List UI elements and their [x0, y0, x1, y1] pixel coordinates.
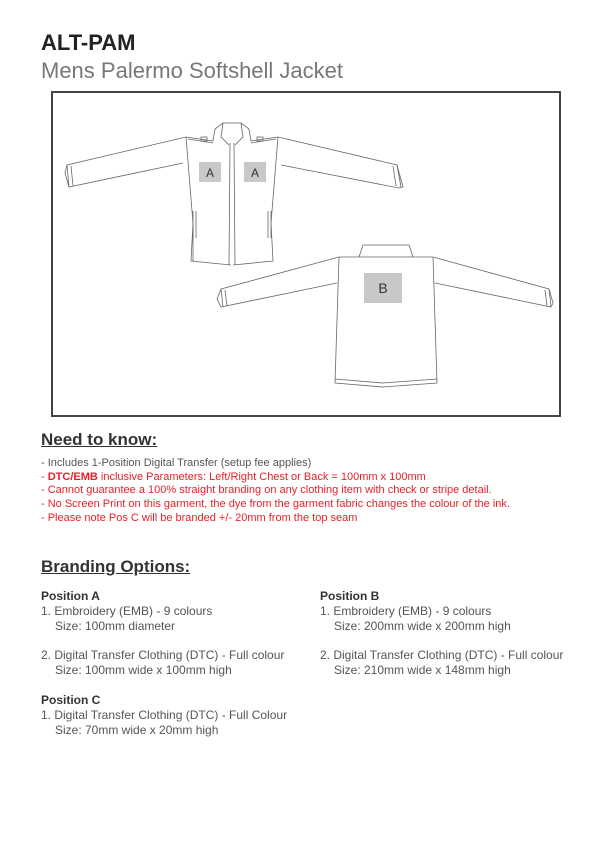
- position-b-section: [320, 589, 563, 678]
- branding-options-heading: Branding Options:: [41, 557, 191, 576]
- position-b-size-1: Size: 200mm wide x 200mm high: [334, 619, 511, 633]
- front-zipper: [229, 143, 230, 265]
- position-a-section: [41, 589, 284, 678]
- note-line-5: - Please note Pos C will be branded +/- 20mm from the top seam: [41, 511, 358, 524]
- note-line-2-bold: DTC/EMB: [47, 470, 98, 483]
- back-right-sleeve: [433, 257, 553, 307]
- note-line-1: - Includes 1-Position Digital Transfer (setup fee applies): [41, 457, 312, 469]
- position-c-size-1: Size: 70mm wide x 20mm high: [55, 723, 219, 737]
- need-to-know-list: [41, 457, 510, 526]
- position-a-size-1: Size: 100mm diameter: [55, 619, 176, 633]
- front-collar: [215, 123, 249, 129]
- front-right-sleeve: [278, 137, 403, 188]
- position-a-right-box: [244, 162, 266, 182]
- product-code: ALT-PAM: [41, 30, 136, 55]
- position-c-section: [41, 693, 287, 738]
- back-collar: [359, 245, 413, 257]
- front-left-sleeve: [65, 137, 186, 187]
- product-title: Mens Palermo Softshell Jacket: [41, 58, 344, 83]
- note-line-4: - No Screen Print on this garment, the dye from the garment fabric changes the colour of the ink.: [41, 498, 510, 511]
- need-to-know-heading: Need to know:: [41, 430, 158, 449]
- jacket-drawing: [53, 93, 559, 415]
- front-body-right: [233, 137, 278, 265]
- position-a-size-2: Size: 100mm wide x 100mm high: [55, 663, 232, 677]
- position-a-left-label: A: [205, 166, 215, 180]
- position-a-item-2: 2. Digital Transfer Clothing (DTC) - Full colour: [41, 648, 285, 662]
- position-a-right-label: A: [250, 166, 260, 180]
- position-a-title: Position A: [41, 589, 100, 603]
- position-a-item-1: 1. Embroidery (EMB) - 9 colours: [41, 604, 213, 618]
- position-b-box: [364, 273, 402, 303]
- position-b-label: B: [378, 280, 388, 296]
- garment-diagram: [51, 91, 561, 417]
- note-line-3: - Cannot guarantee a 100% straight branding on any clothing item with check or stripe detail.: [41, 484, 492, 497]
- position-b-item-2: 2. Digital Transfer Clothing (DTC) - Full colour: [320, 648, 564, 662]
- note-line-2: - DTC/EMB inclusive Parameters: Left/Right Chest or Back = 100mm x 100mm: [41, 470, 426, 483]
- position-a-left-box: [199, 162, 221, 182]
- position-c-item-1: 1. Digital Transfer Clothing (DTC) - Full Colour: [41, 708, 288, 722]
- position-c-title: Position C: [41, 693, 101, 707]
- position-b-title: Position B: [320, 589, 380, 603]
- position-b-item-1: 1. Embroidery (EMB) - 9 colours: [320, 604, 492, 618]
- position-b-size-2: Size: 210mm wide x 148mm high: [334, 663, 511, 677]
